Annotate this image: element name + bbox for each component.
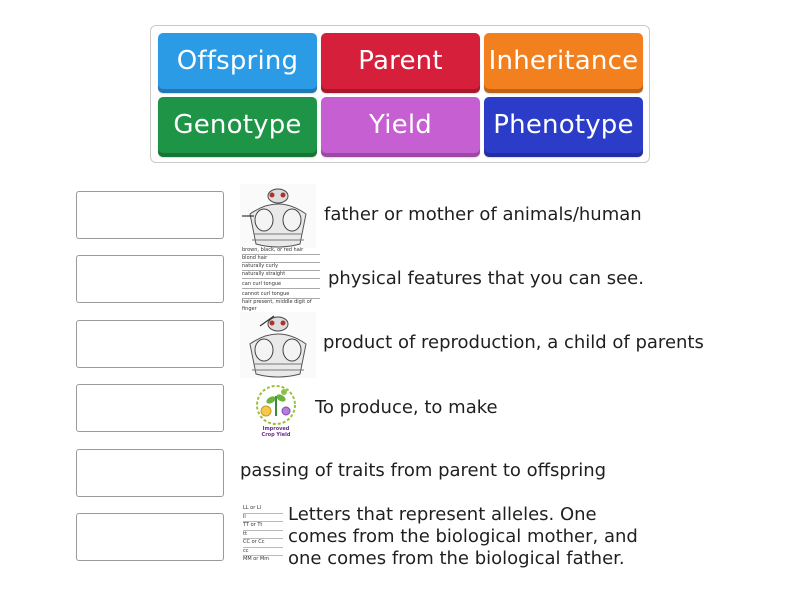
word-bank [150,25,650,163]
description-2: physical features that you can see. [328,268,644,289]
trait-list-line: naturally straight [242,271,320,279]
birds-nest-image [240,312,316,378]
drop-zone-6[interactable] [76,513,224,561]
trait-list-line: naturally curly [242,263,320,271]
allele-line: LL or Ll [243,505,283,514]
tile-phenotype[interactable]: Phenotype [484,97,643,157]
allele-line: TT or Tt [243,522,283,531]
allele-line: CC or Cc [243,539,283,548]
allele-line: MM or Mm [243,556,270,562]
drop-zone-5[interactable] [76,449,224,497]
trait-list-line: cannot curl tongue [242,289,320,299]
tile-inheritance[interactable]: Inheritance [484,33,643,93]
drop-zone-4[interactable] [76,384,224,432]
trait-list-line: brown, black, or red hair [242,247,320,255]
trait-list-line: hair present, middle digit of finger [242,299,312,312]
drop-zone-2[interactable] [76,255,224,303]
crop-yield-caption-line: Improved [262,426,290,432]
allele-line: cc [243,548,283,557]
description-3: product of reproduction, a child of parents [323,332,704,353]
crop-yield-image [254,384,298,442]
tile-genotype[interactable]: Genotype [158,97,317,157]
crop-yield-icon [254,384,298,426]
description-4: To produce, to make [315,397,498,418]
tile-offspring[interactable]: Offspring [158,33,317,93]
allele-line: tt [243,531,283,540]
crop-yield-caption [254,426,298,438]
tile-yield[interactable]: Yield [321,97,480,157]
birds-nest-image [240,184,316,248]
trait-list-image [242,247,320,313]
description-6: Letters that represent alleles. One comes from the biological mother, and one comes from the biological father. [288,504,638,569]
allele-letters-image [243,505,283,564]
tile-parent[interactable]: Parent [321,33,480,93]
drop-zone-1[interactable] [76,191,224,239]
drop-zone-3[interactable] [76,320,224,368]
trait-list-line: blond hair [242,255,320,263]
description-5: passing of traits from parent to offspring [240,460,607,481]
description-1: father or mother of animals/human [324,204,642,225]
crop-yield-caption-line: Crop Yield [261,432,291,438]
trait-list-line: can curl tongue [242,279,320,289]
allele-line: ll [243,514,283,523]
